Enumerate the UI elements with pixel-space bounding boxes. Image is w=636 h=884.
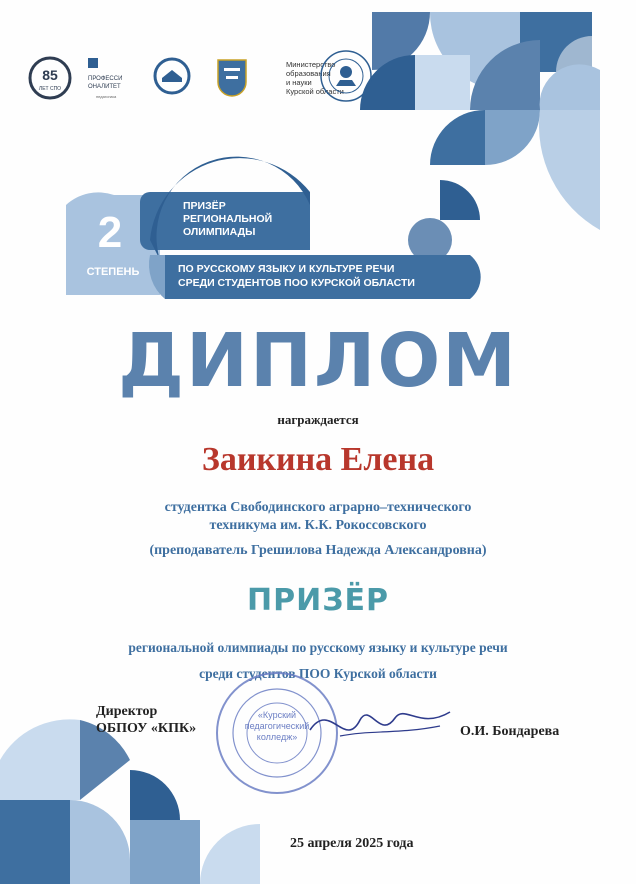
banner-line: ПРИЗЁР — [183, 200, 226, 212]
ministry-line: образования — [286, 69, 331, 78]
prize-title: ПРИЗЁР — [247, 583, 389, 618]
signer-name: О.И. Бондарева — [460, 724, 560, 739]
degree-word: СТЕПЕНЬ — [86, 266, 140, 278]
teacher-info: (преподаватель Грешилова Надежда Александровна) — [149, 543, 487, 558]
handwritten-signature — [300, 690, 460, 760]
stamp-line: колледж» — [256, 732, 298, 742]
olympiad-line: среди студентов ПОО Курской области — [199, 666, 437, 681]
banner-line: СРЕДИ СТУДЕНТОВ ПОО КУРСКОЙ ОБЛАСТИ — [178, 277, 415, 289]
stamp-line: педагогический — [244, 721, 310, 731]
diploma-title: ДИПЛОМ — [118, 318, 518, 404]
banner-line: РЕГИОНАЛЬНОЙ — [183, 213, 273, 225]
student-line: техникума им. К.К. Рокоссовского — [209, 518, 427, 533]
logos-row — [28, 52, 388, 104]
professionalitet-logo — [84, 52, 144, 104]
stamp-line: «Курский — [257, 710, 297, 720]
svg-text:ПРОФЕССИ: ПРОФЕССИ — [88, 76, 123, 82]
ministry-line: Курской области — [286, 87, 344, 96]
85-years-spo-logo — [28, 52, 72, 104]
recipient-name: Заикина Елена — [201, 441, 435, 478]
svg-text:85: 85 — [42, 67, 58, 83]
kursk-coat-of-arms-icon — [214, 52, 250, 104]
org-emblem-logo — [152, 52, 192, 104]
director-title — [96, 703, 196, 737]
student-info — [0, 499, 636, 535]
banner-line: ОЛИМПИАДЫ — [183, 226, 256, 238]
svg-text:ОНАЛИТЕТ: ОНАЛИТЕТ — [88, 84, 121, 90]
banner-subject — [178, 262, 468, 290]
degree-number: 2 — [97, 208, 123, 257]
banner-line: ПО РУССКОМУ ЯЗЫКУ И КУЛЬТУРЕ РЕЧИ — [178, 263, 395, 275]
olympiad-line: региональной олимпиады по русскому языку и культуре речи — [128, 640, 508, 655]
award-date: 25 апреля 2025 года — [290, 836, 414, 851]
svg-text:ЛЕТ СПО: ЛЕТ СПО — [38, 86, 62, 92]
ministry-line: Министерство — [286, 60, 336, 69]
ministry-line: и науки — [286, 78, 312, 87]
awarded-label: награждается — [277, 412, 359, 427]
svg-text:педагогика: педагогика — [96, 94, 117, 99]
director-line: Директор — [96, 704, 158, 719]
student-line: студентка Свободинского аграрно–технического — [164, 500, 472, 515]
banner-prize-heading — [183, 200, 303, 239]
kursk-pedagogical-college-logo — [318, 46, 374, 106]
director-line: ОБПОУ «КПК» — [96, 721, 197, 736]
